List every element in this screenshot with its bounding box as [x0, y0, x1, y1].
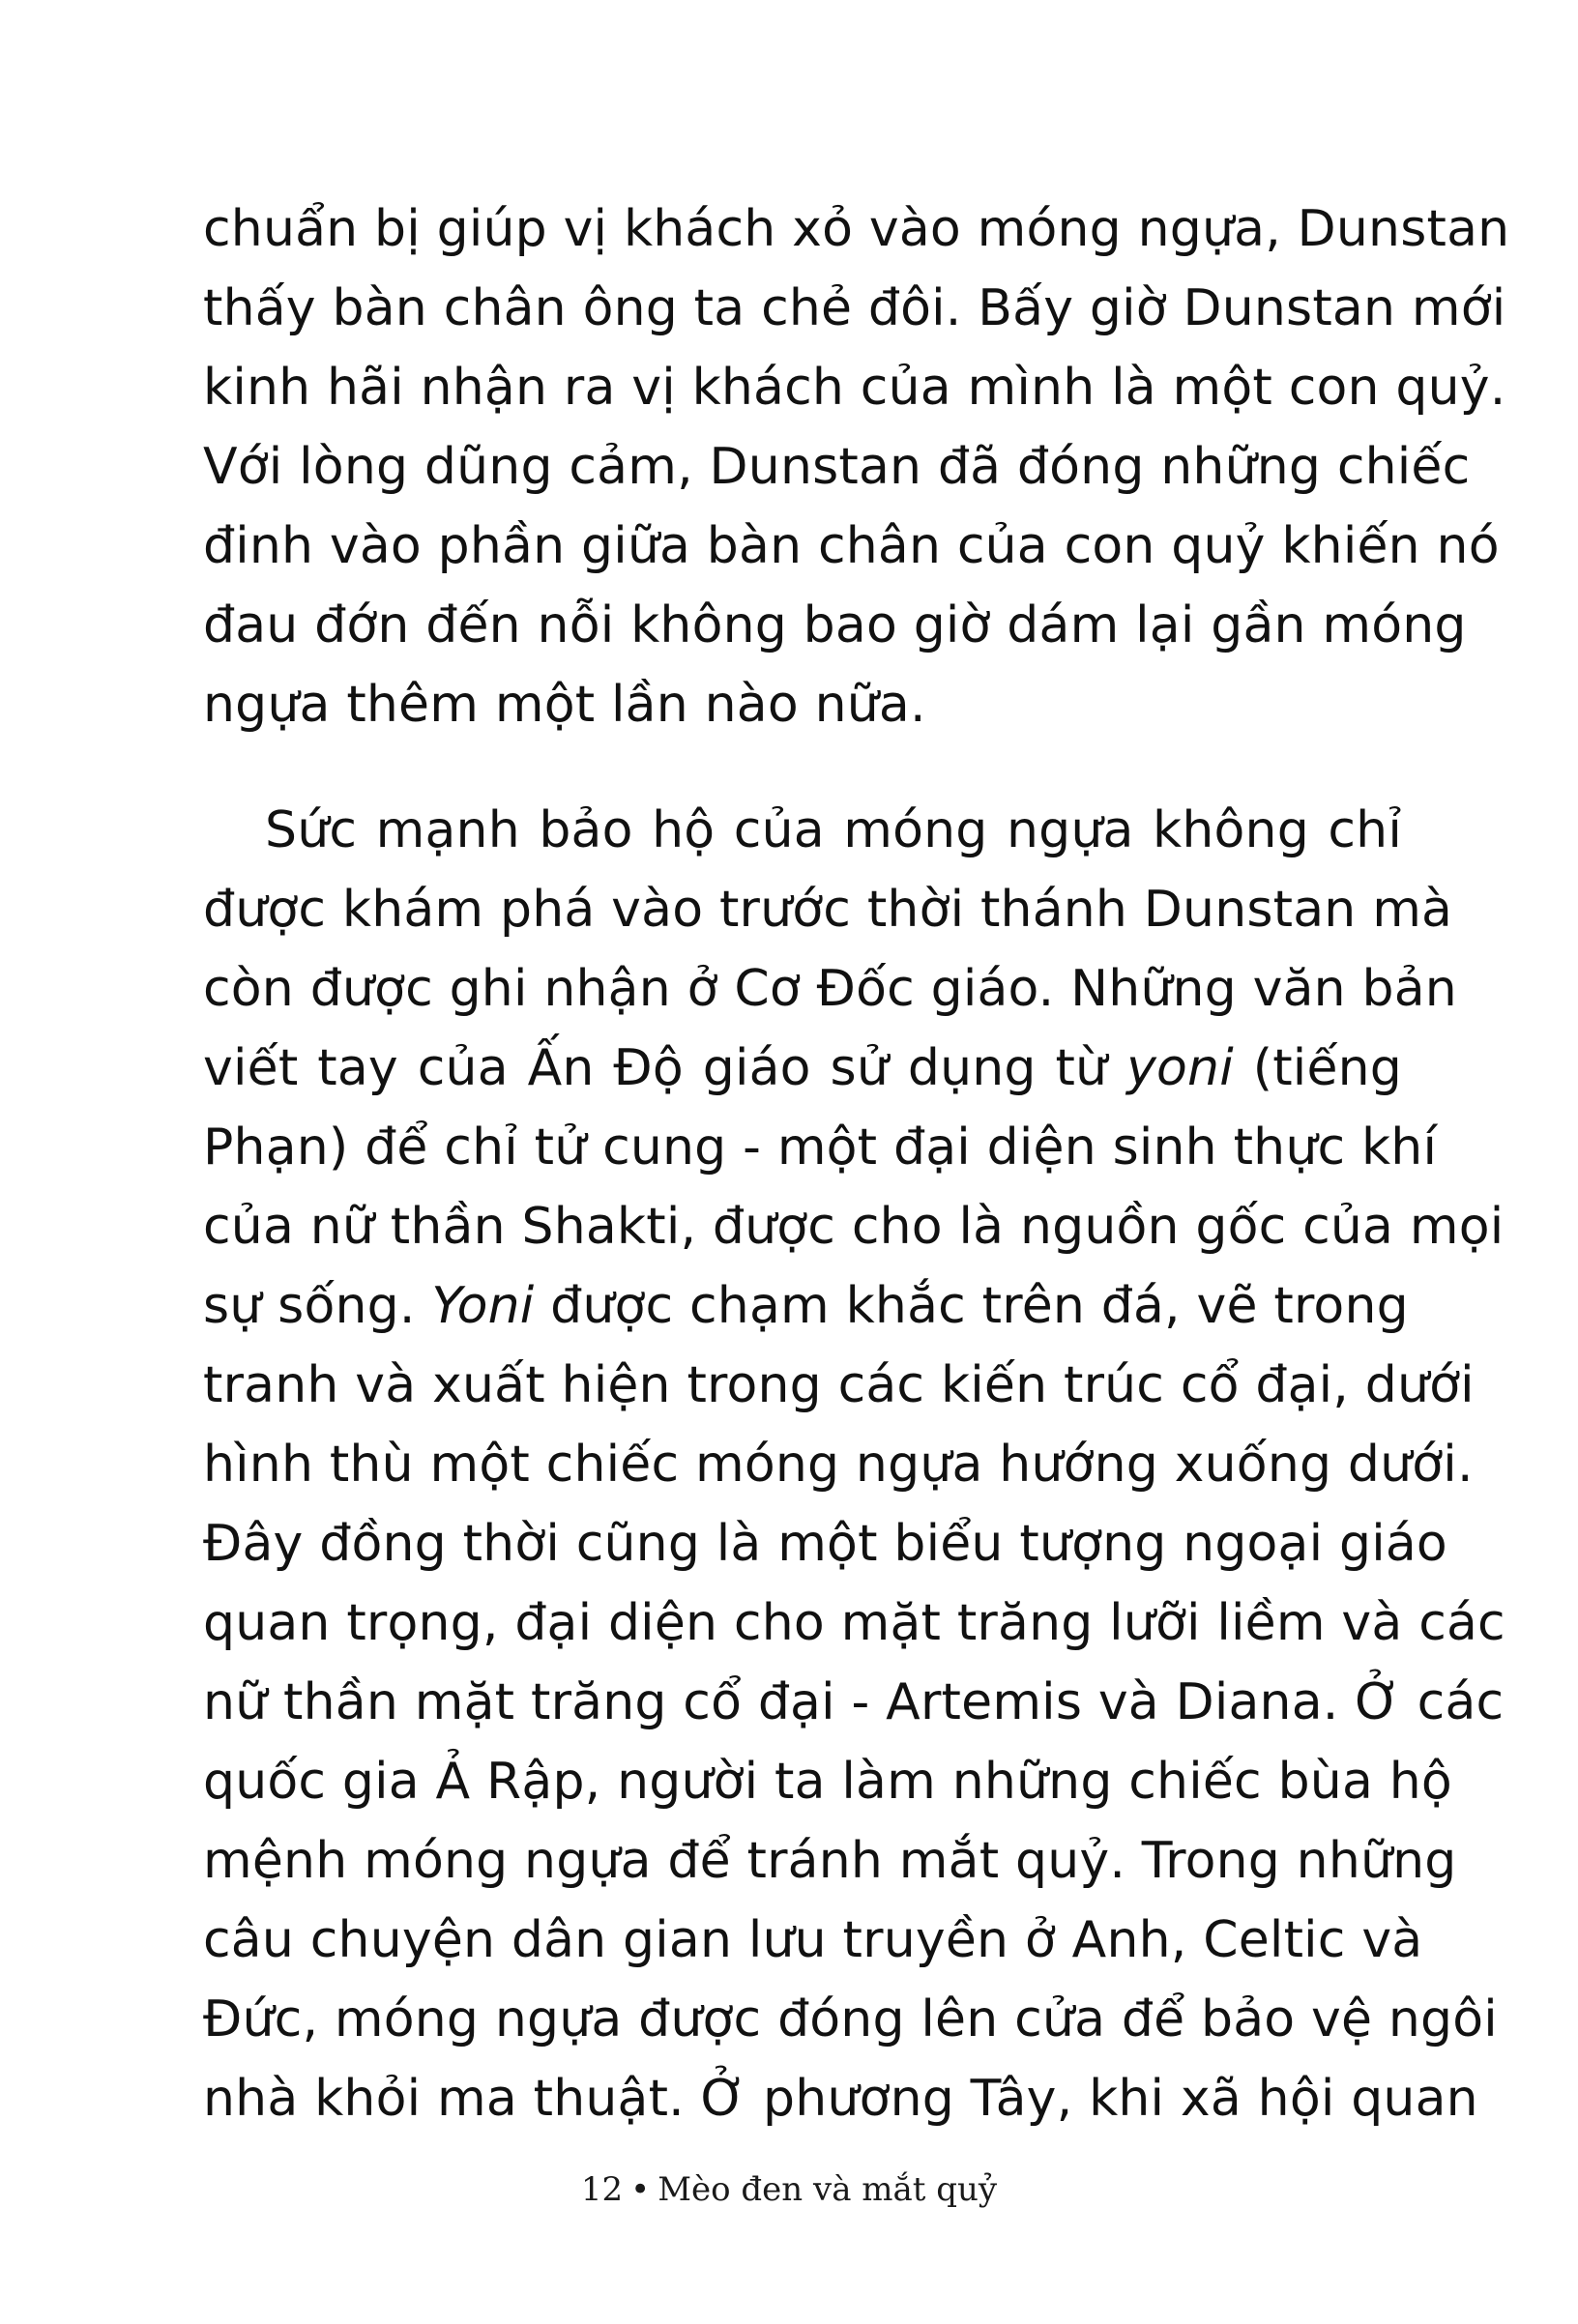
text-segment: viết tay của Ấn Độ giáo sử dụng từ [203, 1039, 1127, 1097]
text-line: Sức mạnh bảo hộ của móng ngựa không chỉ [265, 801, 1402, 859]
text-line: câu chuyện dân gian lưu truyền ở Anh, Celtic và [203, 1911, 1423, 1969]
page-number: 12 [580, 2170, 624, 2209]
running-title: Mèo đen và mắt quỷ [658, 2170, 998, 2209]
text-line: thấy bàn chân ông ta chẻ đôi. Bấy giờ Dunstan mới [203, 279, 1506, 337]
italic-term: yoni [1126, 1039, 1234, 1097]
italic-term: Yoni [431, 1277, 535, 1335]
text-line: còn được ghi nhận ở Cơ Đốc giáo. Những văn bản [203, 960, 1457, 1018]
text-line [203, 1029, 1402, 1108]
text-line: Đây đồng thời cũng là một biểu tượng ngoại giáo [203, 1515, 1447, 1573]
text-segment: (tiếng [1233, 1039, 1402, 1097]
text-line: Với lòng dũng cảm, Dunstan đã đóng những chiếc [203, 438, 1471, 496]
text-segment: sự sống. [203, 1277, 432, 1335]
page-footer [0, 2170, 1578, 2209]
text-line [203, 1266, 1409, 1346]
text-line: tranh và xuất hiện trong các kiến trúc cổ đại, dưới [203, 1356, 1475, 1414]
text-line: đau đớn đến nỗi không bao giờ dám lại gần móng [203, 596, 1467, 654]
text-line: quan trọng, đại diện cho mặt trăng lưỡi liềm và các [203, 1594, 1505, 1652]
text-line: nhà khỏi ma thuật. Ở phương Tây, khi xã hội quan [203, 2070, 1478, 2128]
paragraph [203, 189, 1510, 744]
paragraph-gap [203, 744, 1402, 791]
text-line: kinh hãi nhận ra vị khách của mình là một con quỷ. [203, 359, 1506, 417]
text-line: nữ thần mặt trăng cổ đại - Artemis và Diana. Ở các [203, 1673, 1505, 1731]
text-line: được khám phá vào trước thời thánh Dunstan mà [203, 881, 1453, 939]
text-line: quốc gia Ả Rập, người ta làm những chiếc bùa hộ [203, 1753, 1452, 1811]
text-line: đinh vào phần giữa bàn chân của con quỷ khiến nó [203, 517, 1500, 575]
text-line: ngựa thêm một lần nào nữa. [203, 676, 926, 734]
paragraph [203, 791, 1505, 2138]
body-text [203, 189, 1510, 2138]
text-line: chuẩn bị giúp vị khách xỏ vào móng ngựa, Dunstan [203, 200, 1510, 258]
text-line: Phạn) để chỉ tử cung - một đại diện sinh thực khí [203, 1118, 1438, 1177]
text-line: của nữ thần Shakti, được cho là nguồn gốc của mọi [203, 1198, 1505, 1256]
text-line: hình thù một chiếc móng ngựa hướng xuống dưới. [203, 1436, 1474, 1494]
text-line: mệnh móng ngựa để tránh mắt quỷ. Trong những [203, 1832, 1457, 1890]
footer-separator: • [630, 2170, 651, 2209]
text-segment: được chạm khắc trên đá, vẽ trong [534, 1277, 1409, 1335]
text-line: Đức, móng ngựa được đóng lên cửa để bảo vệ ngôi [203, 1990, 1498, 2048]
